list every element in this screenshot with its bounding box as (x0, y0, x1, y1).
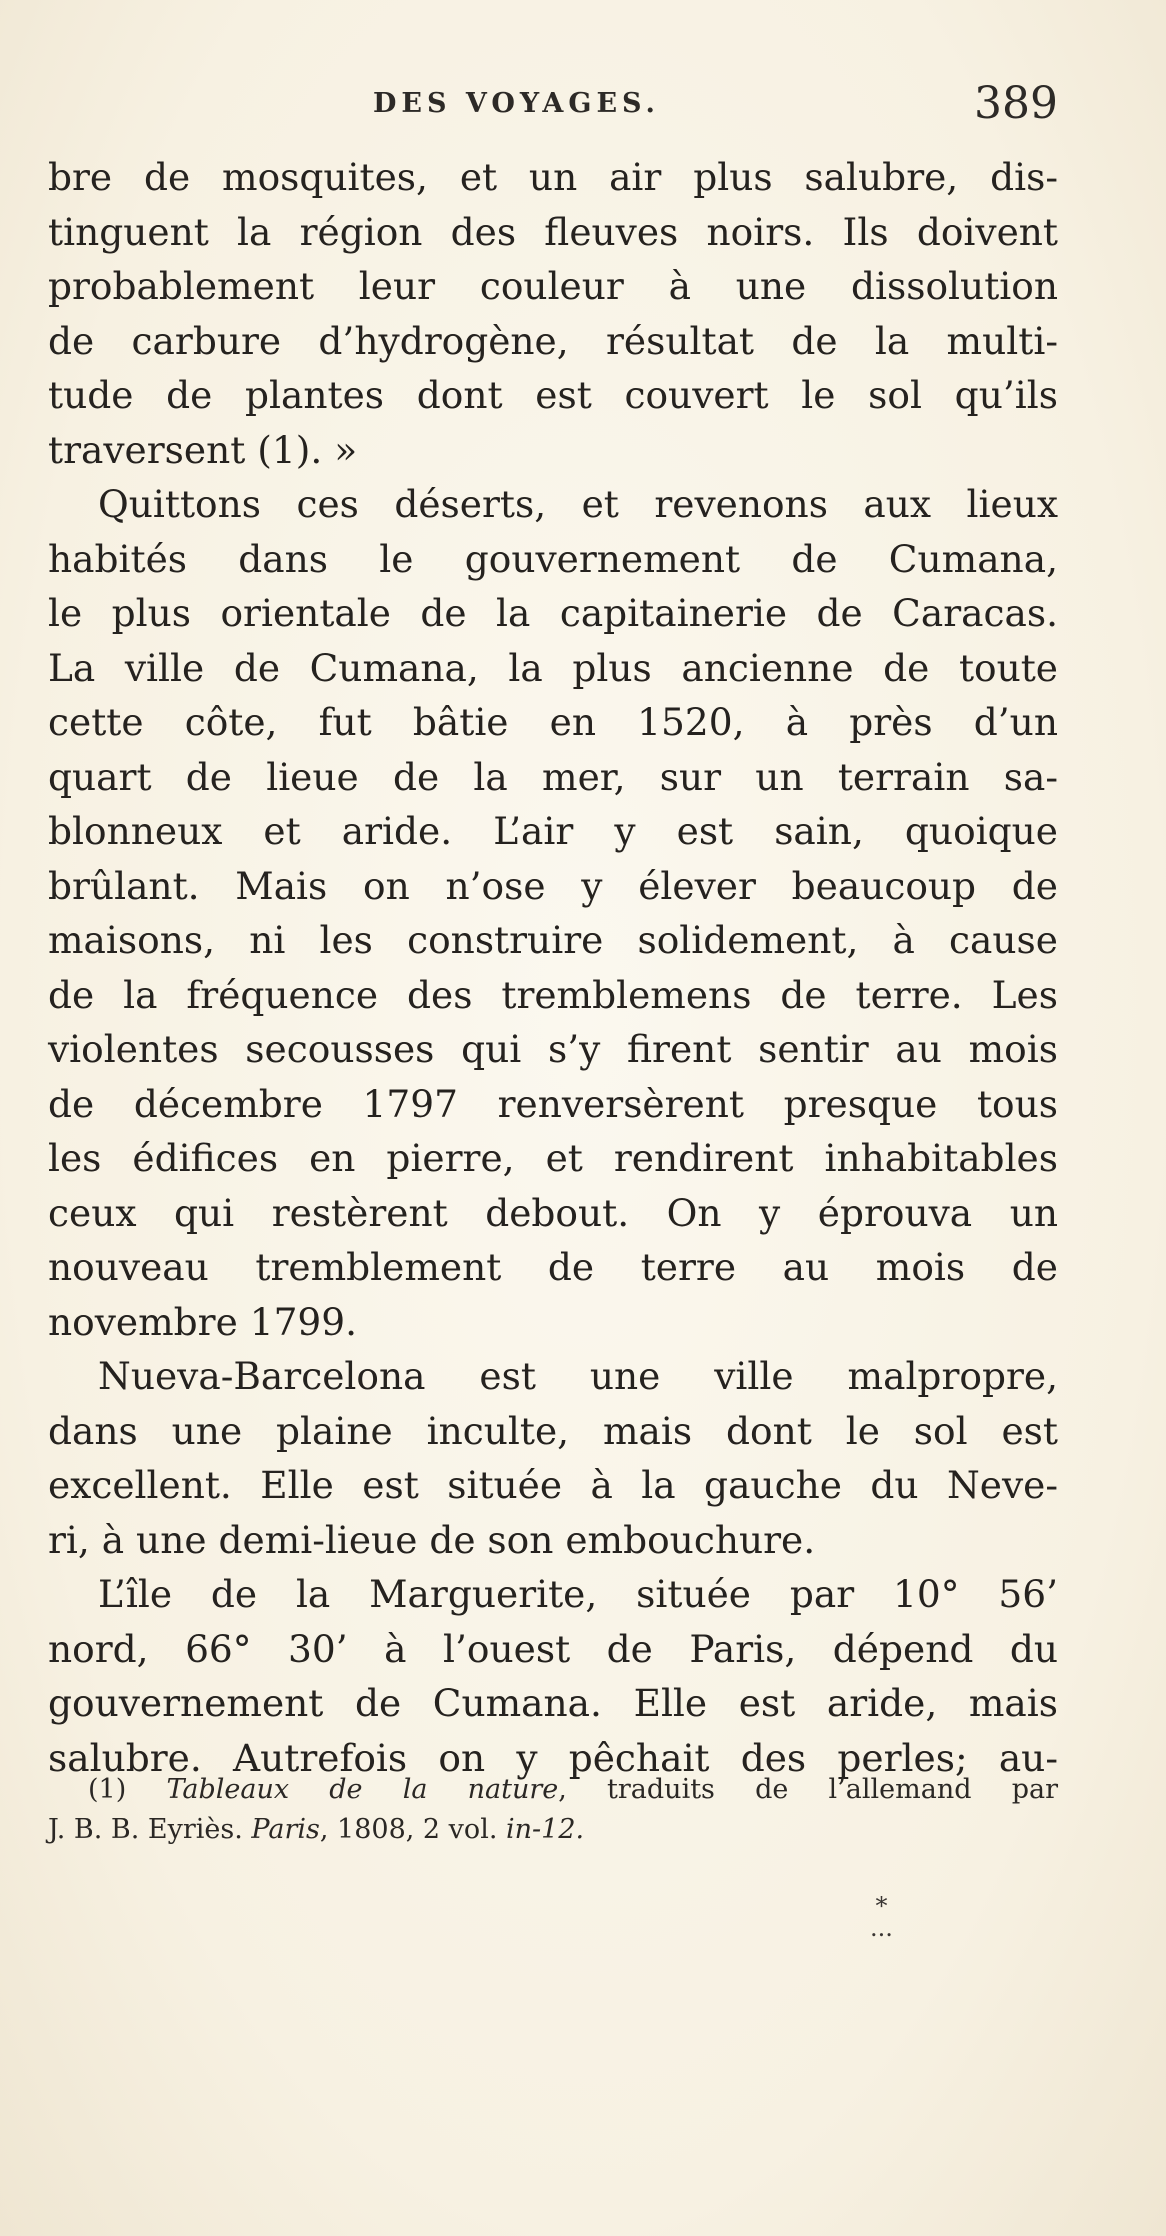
footnote-text: , traduits de l’allemand par (558, 1774, 1058, 1805)
text-line: bre de mosquites, et un air plus salubre, dis- (48, 155, 1058, 199)
footnote-line (48, 1770, 1058, 1810)
text-line: dans une plaine inculte, mais dont le sol est (48, 1408, 1058, 1453)
text-line: de carbure d’hydrogène, résultat de la multi- (48, 318, 1058, 363)
text-line: tinguent la région des fleuves noirs. Ils doivent (48, 209, 1058, 254)
text-line: brûlant. Mais on n’ose y élever beaucoup de (48, 863, 1058, 908)
text-line: cette côte, fut bâtie en 1520, à près d’un (48, 700, 1058, 744)
text-line: Quittons ces déserts, et revenons aux lieux (98, 482, 1058, 526)
page-number: 389 (974, 78, 1058, 129)
text-line: Nueva-Barcelona est une ville malpropre, (98, 1354, 1058, 1398)
text-line: novembre 1799. (48, 1299, 358, 1344)
text-line: La ville de Cumana, la plus ancienne de toute (48, 645, 1058, 690)
text-line: quart de lieue de la mer, sur un terrain sa- (48, 754, 1058, 799)
text-line: les édifices en pierre, et rendirent inhabitables (48, 1136, 1058, 1180)
page-header (48, 78, 1058, 138)
footnote-marker: (1) (88, 1774, 127, 1805)
text-line: violentes secousses qui s’y firent sentir au mois (48, 1027, 1058, 1071)
text-line: tude de plantes dont est couvert le sol qu’ils (48, 373, 1058, 417)
text-line: blonneux et aride. L’air y est sain, quoique (48, 809, 1058, 853)
footnote-author: J. B. B. Eyriès. (48, 1814, 243, 1845)
footnote-title: Tableaux de la nature (166, 1774, 559, 1805)
text-line: habités dans le gouvernement de Cumana, (48, 536, 1058, 581)
signature-asterisk: * (875, 1892, 888, 1920)
text-line: de décembre 1797 renversèrent presque tous (48, 1081, 1058, 1126)
text-line: gouvernement de Cumana. Elle est aride, mais (48, 1681, 1058, 1725)
text-line: le plus orientale de la capitainerie de Caracas. (48, 591, 1058, 635)
footnote-line (48, 1810, 1058, 1850)
text-line: ceux qui restèrent debout. On y éprouva un (48, 1190, 1058, 1235)
footnote-format: in-12. (506, 1814, 585, 1845)
text-line: excellent. Elle est située à la gauche du Neve- (48, 1463, 1058, 1507)
text-line: maisons, ni les construire solidement, à cause (48, 918, 1058, 962)
text-line: de la fréquence des tremblemens de terre. Les (48, 972, 1058, 1017)
text-line: probablement leur couleur à une dissolution (48, 264, 1058, 308)
footnote-text: , 1808, 2 vol. (319, 1814, 498, 1845)
text-line: nord, 66° 30’ à l’ouest de Paris, dépend du (48, 1626, 1058, 1671)
footnote (48, 1770, 1058, 1850)
body-text (48, 150, 1058, 1785)
text-line: traversent (1). » (48, 427, 358, 472)
text-line: salubre. Autrefois on y pêchait des perles; au- (48, 1735, 1058, 1780)
footnote-city: Paris (251, 1814, 320, 1845)
signature-dots: ... (870, 1914, 893, 1942)
running-head: DES VOYAGES. (373, 88, 660, 119)
signature-mark (870, 1892, 893, 1942)
text-line: nouveau tremblement de terre au mois de (48, 1245, 1058, 1289)
text-line: ri, à une demi-lieue de son embouchure. (48, 1517, 816, 1562)
text-line: L’île de la Marguerite, située par 10° 56’ (98, 1572, 1058, 1616)
